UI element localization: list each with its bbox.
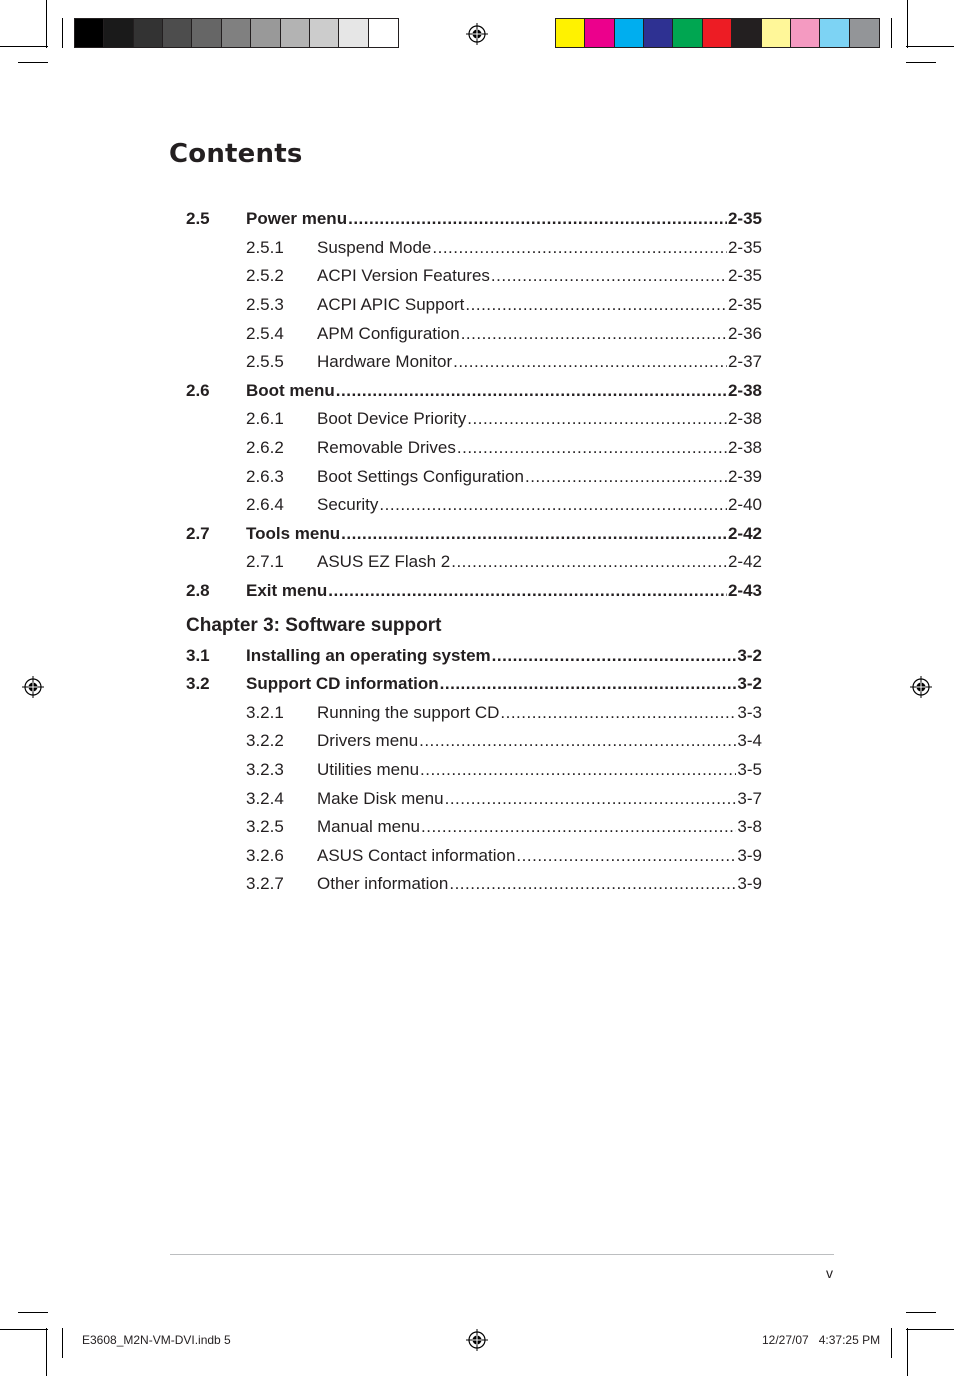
dot-leader <box>420 760 736 780</box>
toc-entry-number: 2.5.2 <box>246 266 284 286</box>
gray-swatch <box>163 19 192 47</box>
dot-leader <box>451 552 727 572</box>
toc-entry-page: 2-38 <box>727 380 762 400</box>
toc-entry[interactable] <box>186 291 762 320</box>
registration-mark-right-icon <box>910 676 932 698</box>
toc-entry-page: 2-42 <box>727 523 762 543</box>
toc-entry[interactable] <box>186 434 762 463</box>
toc-entry-label: Make Disk menu <box>317 788 444 808</box>
color-swatch <box>732 19 761 47</box>
crop-mark-bottom-right-v2 <box>891 1328 892 1358</box>
gray-swatch <box>192 19 221 47</box>
toc-entry-label: Running the support CD <box>317 702 500 722</box>
gray-swatch <box>281 19 310 47</box>
color-swatch <box>791 19 820 47</box>
registration-mark-left-icon <box>22 676 44 698</box>
registration-mark-top-icon <box>466 23 488 45</box>
toc-entry-leader <box>246 646 762 666</box>
toc-entry-number: 2.5 <box>186 209 210 229</box>
toc-entry-number: 2.6.4 <box>246 495 284 515</box>
toc-entry-leader <box>317 409 762 429</box>
footer-rule <box>170 1254 834 1255</box>
toc-entry-label: Hardware Monitor <box>317 352 453 372</box>
toc-entry[interactable] <box>186 813 762 842</box>
color-swatch <box>850 19 879 47</box>
toc-entry-number: 3.2.7 <box>246 874 284 894</box>
toc-entry[interactable] <box>186 348 762 377</box>
color-swatch <box>820 19 849 47</box>
dot-leader <box>348 209 727 229</box>
toc-entry[interactable] <box>186 699 762 728</box>
toc-entry-number: 2.7 <box>186 523 210 543</box>
print-slug-date: 12/27/07 4:37:25 PM <box>762 1333 881 1347</box>
toc-entry-number: 2.6.1 <box>246 409 284 429</box>
toc-entry-number: 2.7.1 <box>246 552 284 572</box>
registration-mark-bottom-icon <box>466 1329 488 1351</box>
toc-entry[interactable] <box>186 262 762 291</box>
toc-entry[interactable] <box>186 491 762 520</box>
toc-entry-page: 2-35 <box>727 209 762 229</box>
table-of-contents <box>186 205 762 899</box>
dot-leader <box>525 467 727 487</box>
toc-entry-number: 3.2.2 <box>246 731 284 751</box>
toc-entry-page: 3-4 <box>737 731 762 751</box>
dot-leader <box>457 438 727 458</box>
toc-entry-label: Boot menu <box>246 380 335 400</box>
toc-entry-label: ACPI Version Features <box>317 266 490 286</box>
toc-entry-label: Suspend Mode <box>317 237 432 257</box>
toc-entry-page: 2-38 <box>727 438 762 458</box>
toc-entry-page: 3-3 <box>737 702 762 722</box>
toc-entry[interactable] <box>186 234 762 263</box>
toc-entry-leader <box>317 731 762 751</box>
toc-entry-page: 2-37 <box>727 352 762 372</box>
crop-mark-top-right-v2 <box>891 18 892 48</box>
toc-entry-page: 3-5 <box>737 759 762 779</box>
toc-entry-page: 2-42 <box>727 552 762 572</box>
toc-entry-label: Drivers menu <box>317 731 419 751</box>
print-slug-file: E3608_M2N-VM-DVI.indb 5 <box>82 1333 231 1347</box>
dot-leader <box>341 524 727 544</box>
toc-entry[interactable] <box>186 727 762 756</box>
process-color-bar <box>555 18 880 48</box>
gray-swatch <box>104 19 133 47</box>
toc-entry-label: Utilities menu <box>317 759 420 779</box>
toc-entry-number: 3.2.4 <box>246 788 284 808</box>
gray-swatch <box>75 19 104 47</box>
page-number: v <box>826 1265 833 1281</box>
toc-entry-number: 2.6 <box>186 380 210 400</box>
crop-mark-bottom-left-v <box>46 1328 47 1376</box>
toc-entry-number: 2.5.5 <box>246 352 284 372</box>
dot-leader <box>467 409 727 429</box>
toc-entry-leader <box>317 352 762 372</box>
dot-leader <box>336 381 727 401</box>
toc-entry-page: 2-40 <box>727 495 762 515</box>
gray-swatch <box>134 19 163 47</box>
toc-entry-leader <box>246 209 762 229</box>
toc-entry-label: Security <box>317 495 379 515</box>
color-swatch <box>673 19 702 47</box>
toc-entry[interactable] <box>186 577 762 606</box>
toc-entry-page: 3-2 <box>737 645 762 665</box>
toc-entry-leader <box>246 524 762 544</box>
dot-leader <box>379 495 727 515</box>
grayscale-color-bar <box>74 18 399 48</box>
toc-entry[interactable] <box>186 205 762 234</box>
toc-entry-page: 2-38 <box>727 409 762 429</box>
toc-entry-page: 3-9 <box>737 874 762 894</box>
crop-mark-bottom-left-v2 <box>62 1328 63 1358</box>
gray-swatch <box>222 19 251 47</box>
toc-entry[interactable] <box>186 319 762 348</box>
toc-entry-number: 2.6.2 <box>246 438 284 458</box>
toc-entry-leader <box>246 581 762 601</box>
color-swatch <box>585 19 614 47</box>
toc-entry-leader <box>317 874 762 894</box>
dot-leader <box>449 874 736 894</box>
toc-entry-leader <box>317 552 762 572</box>
toc-entry-leader <box>246 381 762 401</box>
toc-entry-page: 2-35 <box>727 295 762 315</box>
crop-mark-top-left-h <box>0 46 48 47</box>
toc-entry-leader <box>317 703 762 723</box>
toc-entry-page: 3-7 <box>737 788 762 808</box>
dot-leader <box>453 352 727 372</box>
toc-entry[interactable] <box>186 870 762 899</box>
gray-swatch <box>310 19 339 47</box>
dot-leader <box>500 703 736 723</box>
toc-entry-number: 2.5.4 <box>246 323 284 343</box>
toc-entry-page: 2-35 <box>727 266 762 286</box>
toc-entry-number: 3.2.3 <box>246 759 284 779</box>
toc-entry-label: ACPI APIC Support <box>317 295 465 315</box>
crop-mark-top-right-h2 <box>906 62 936 63</box>
toc-entry-leader <box>317 467 762 487</box>
toc-entry-leader <box>317 817 762 837</box>
toc-entry-leader <box>317 324 762 344</box>
dot-leader <box>465 295 727 315</box>
dot-leader <box>421 817 736 837</box>
gray-swatch <box>251 19 280 47</box>
toc-entry-label: ASUS Contact information <box>317 845 516 865</box>
toc-entry-label: Tools menu <box>246 523 341 543</box>
gray-swatch <box>339 19 368 47</box>
toc-entry[interactable] <box>186 670 762 699</box>
color-swatch <box>615 19 644 47</box>
toc-entry[interactable] <box>186 548 762 577</box>
toc-entry-number: 3.1 <box>186 645 210 665</box>
toc-entry-leader <box>246 674 762 694</box>
dot-leader <box>328 581 727 601</box>
dot-leader <box>492 646 737 666</box>
toc-entry-leader <box>317 295 762 315</box>
toc-entry[interactable] <box>186 462 762 491</box>
gray-swatch <box>369 19 398 47</box>
toc-entry-page: 2-43 <box>727 581 762 601</box>
toc-entry-page: 2-35 <box>727 237 762 257</box>
crop-mark-top-left-h2 <box>18 62 48 63</box>
toc-entry-number: 2.5.1 <box>246 237 284 257</box>
toc-entry-leader <box>317 760 762 780</box>
toc-entry[interactable] <box>186 520 762 549</box>
color-swatch <box>762 19 791 47</box>
toc-entry-leader <box>317 266 762 286</box>
crop-mark-bottom-left-h <box>0 1329 48 1330</box>
dot-leader <box>419 731 736 751</box>
toc-entry[interactable] <box>186 841 762 870</box>
toc-entry-number: 2.5.3 <box>246 295 284 315</box>
toc-entry-number: 3.2 <box>186 674 210 694</box>
toc-entry-leader <box>317 495 762 515</box>
toc-entry-label: Boot Settings Configuration <box>317 466 524 486</box>
crop-mark-bottom-right-h2 <box>906 1312 936 1313</box>
toc-entry[interactable] <box>186 784 762 813</box>
toc-entry-label: Installing an operating system <box>246 645 491 665</box>
crop-mark-bottom-left-h2 <box>18 1312 48 1313</box>
crop-mark-bottom-right-v <box>907 1328 908 1376</box>
toc-entry-label: ASUS EZ Flash 2 <box>317 552 451 572</box>
toc-entry-number: 2.8 <box>186 581 210 601</box>
toc-entry-label: APM Configuration <box>317 323 460 343</box>
dot-leader <box>432 238 727 258</box>
crop-mark-top-left-v2 <box>62 18 63 48</box>
toc-entry[interactable] <box>186 405 762 434</box>
toc-entry-label: Support CD information <box>246 674 439 694</box>
toc-entry-label: Other information <box>317 874 449 894</box>
dot-leader <box>440 674 737 694</box>
toc-entry-page: 2-39 <box>727 466 762 486</box>
crop-mark-top-right-h <box>906 46 954 47</box>
color-swatch <box>703 19 732 47</box>
crop-mark-top-left-v <box>46 0 47 48</box>
color-swatch <box>556 19 585 47</box>
toc-entry-label: Boot Device Priority <box>317 409 467 429</box>
page-title: Contents <box>169 139 303 169</box>
toc-entry-leader <box>317 789 762 809</box>
toc-entry-page: 3-9 <box>737 845 762 865</box>
dot-leader <box>461 324 727 344</box>
toc-entry-page: 3-8 <box>737 817 762 837</box>
crop-mark-top-right-v <box>907 0 908 48</box>
toc-entry-label: Manual menu <box>317 817 421 837</box>
toc-entry-number: 3.2.1 <box>246 702 284 722</box>
toc-entry[interactable] <box>186 641 762 670</box>
toc-entry-number: 3.2.6 <box>246 845 284 865</box>
chapter-heading: Chapter 3: Software support <box>186 615 442 637</box>
toc-entry-leader <box>317 438 762 458</box>
toc-entry-page: 3-2 <box>737 674 762 694</box>
color-swatch <box>644 19 673 47</box>
toc-entry-page: 2-36 <box>727 323 762 343</box>
dot-leader <box>491 266 727 286</box>
toc-entry[interactable] <box>186 756 762 785</box>
dot-leader <box>445 789 737 809</box>
crop-mark-bottom-right-h <box>906 1329 954 1330</box>
toc-entry-number: 3.2.5 <box>246 817 284 837</box>
toc-entry-label: Power menu <box>246 209 348 229</box>
toc-entry-leader <box>317 846 762 866</box>
toc-entry-number: 2.6.3 <box>246 466 284 486</box>
toc-entry-leader <box>317 238 762 258</box>
toc-entry-label: Exit menu <box>246 581 328 601</box>
toc-entry-label: Removable Drives <box>317 438 456 458</box>
toc-entry[interactable] <box>186 377 762 406</box>
dot-leader <box>516 846 736 866</box>
